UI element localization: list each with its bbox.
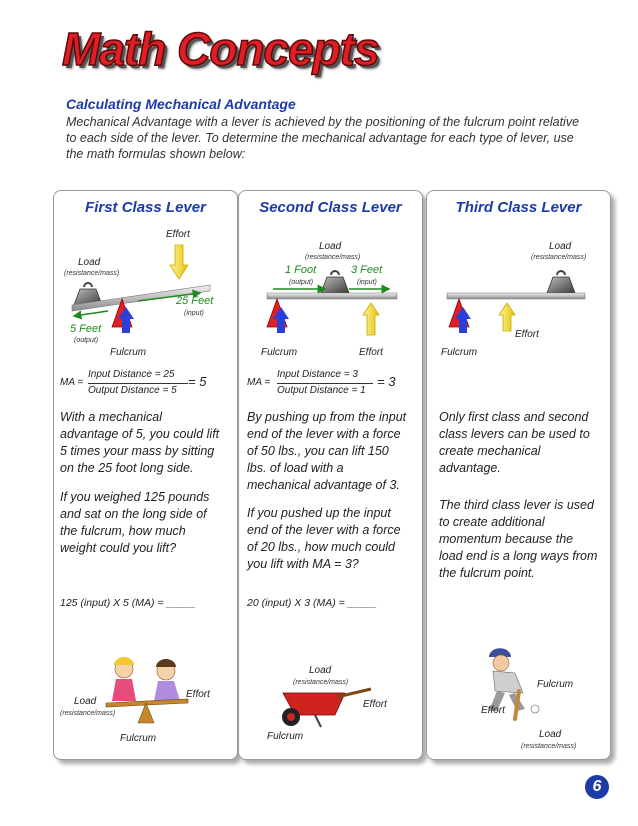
page-number: 6 [585, 775, 609, 799]
output-distance-sub: (output) [289, 279, 314, 286]
input-distance-label: 3 Feet [351, 264, 383, 276]
fraction-bar [88, 383, 188, 384]
load-sub-label: (resistance/mass) [64, 270, 120, 277]
question-paragraph: If you weighed 125 pounds and sat on the long side of the fulcrum, how much weight could you lift? [60, 490, 210, 555]
page-title: Math Concepts [62, 23, 379, 75]
output-distance-sub: (output) [74, 337, 99, 344]
ma-result: = 3 [377, 374, 396, 389]
second-class-lever-card [238, 190, 423, 760]
first-class-lever-card [53, 190, 238, 760]
input-distance-sub: (input) [357, 279, 377, 286]
ma-numerator: Input Distance = 25 [88, 369, 175, 380]
load-label: Load [319, 241, 342, 252]
question-paragraph: If you pushed up the input end of the lever with a force of 20 lbs., how much could you lift with MA = 3? [247, 506, 401, 571]
picture-load-label: Load [309, 665, 332, 676]
load-sub-label: (resistance/mass) [305, 254, 361, 261]
picture-load-sub: (resistance/mass) [293, 679, 349, 686]
ma-label: MA = [60, 377, 84, 388]
third-class-lever-card [426, 190, 611, 760]
seesaw-kids-icon [102, 657, 192, 727]
effort-label: Effort [515, 329, 539, 340]
load-sub-label: (resistance/mass) [531, 254, 587, 261]
wheelbarrow-icon [275, 687, 375, 733]
ma-label: MA = [247, 377, 271, 388]
picture-load-label: Load [539, 729, 562, 740]
input-distance-label: 25 Feet [176, 295, 214, 307]
fulcrum-label: Fulcrum [110, 347, 147, 358]
effort-arrow-icon [170, 245, 188, 279]
ma-result: = 5 [188, 374, 207, 389]
card-title: Third Class Lever [455, 199, 582, 216]
effort-label: Effort [166, 229, 190, 240]
fraction-bar [277, 383, 373, 384]
explanation-paragraph: By pushing up from the input end of the lever with a force of 50 lbs., you can lift 150 lbs. of load with a mechanical advantage of 3. [247, 410, 407, 492]
section-subtitle: Calculating Mechanical Advantage [66, 96, 296, 112]
ma-numerator: Input Distance = 3 [277, 369, 358, 380]
card-title: First Class Lever [85, 199, 206, 216]
calculation-line: 125 (input) X 5 (MA) = _____ [60, 597, 196, 609]
effort-label: Effort [359, 347, 383, 358]
ma-denominator: Output Distance = 5 [88, 385, 177, 396]
ma-denominator: Output Distance = 1 [277, 385, 366, 396]
explanation-paragraph: With a mechanical advantage of 5, you could lift 5 times your mass by sitting on the 25 foot long side. [60, 410, 220, 475]
picture-effort-label: Effort [186, 689, 210, 700]
load-label: Load [549, 241, 572, 252]
intro-paragraph: Mechanical Advantage with a lever is achieved by the positioning of the fulcrum point relative to each side of the lever. To determine the mechanical advantage for each type of lever, use the math formulas shown below: [66, 115, 580, 161]
output-distance-label: 5 Feet [70, 323, 102, 335]
picture-fulcrum-label: Fulcrum [537, 679, 574, 690]
momentum-paragraph: The third class lever is used to create additional momentum because the load end is a long ways from the fulcrum point. [439, 498, 598, 580]
explanation-paragraph: Only first class and second class levers can be used to create mechanical advantage. [439, 410, 590, 475]
second-class-lever-diagram [265, 269, 405, 341]
fulcrum-label: Fulcrum [261, 347, 298, 358]
output-distance-label: 1 Foot [285, 264, 317, 276]
picture-effort-label: Effort [481, 705, 505, 716]
picture-load-label: Load [74, 696, 97, 707]
picture-fulcrum-label: Fulcrum [267, 731, 304, 742]
picture-effort-label: Effort [363, 699, 387, 710]
picture-load-sub: (resistance/mass) [521, 743, 577, 750]
card-title: Second Class Lever [259, 199, 402, 216]
picture-load-sub: (resistance/mass) [60, 710, 116, 717]
calculation-line: 20 (input) X 3 (MA) = _____ [247, 597, 377, 609]
input-distance-sub: (input) [184, 310, 204, 317]
load-label: Load [78, 257, 101, 268]
picture-fulcrum-label: Fulcrum [120, 733, 157, 744]
fulcrum-label: Fulcrum [441, 347, 478, 358]
